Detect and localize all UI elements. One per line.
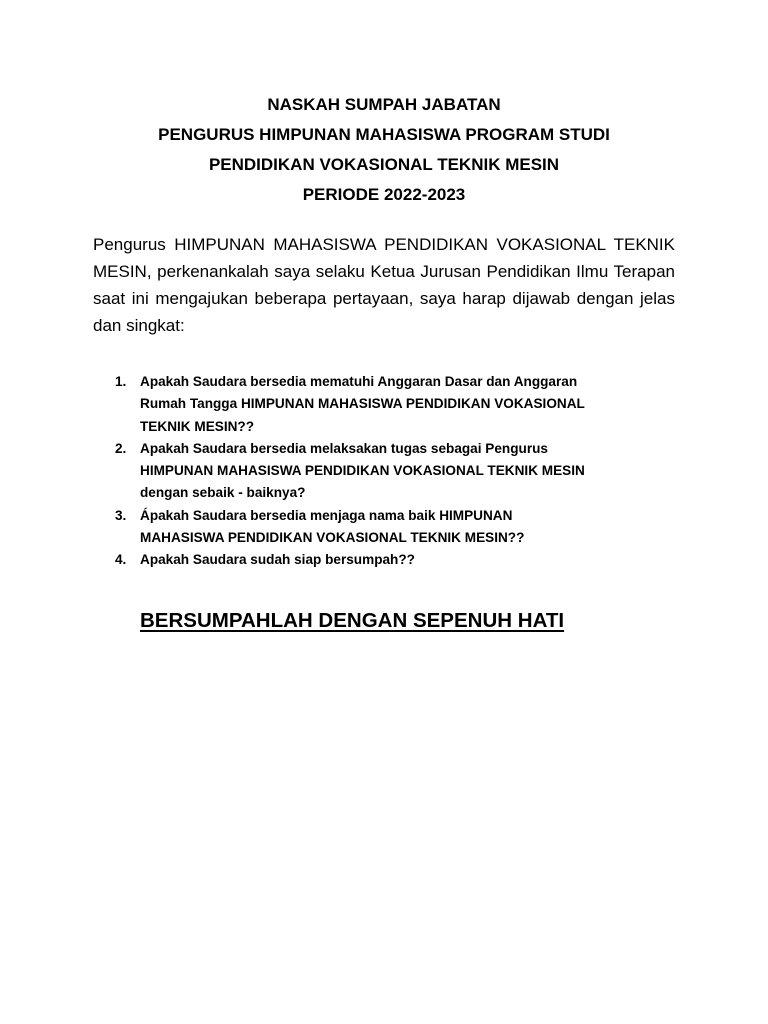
question-number: 4. — [115, 552, 127, 568]
question-line: TEKNIK MESIN?? — [140, 418, 255, 434]
question-line: Apakah Saudara bersedia melaksakan tugas sebagai Pengurus — [140, 440, 548, 456]
question-line: HIMPUNAN MAHASISWA PENDIDIKAN VOKASIONAL TEKNIK MESIN — [140, 463, 585, 479]
question-item — [105, 505, 685, 550]
question-line: Apakah Saudara bersedia mematuhi Anggaran Dasar dan Anggaran — [140, 374, 578, 389]
question-line: Ápakah Saudara bersedia menjaga nama baik HIMPUNAN — [140, 507, 513, 523]
question-number: 3. — [115, 507, 127, 523]
intro-paragraph: Pengurus HIMPUNAN MAHASISWA PENDIDIKAN VOKASIONAL TEKNIK MESIN, perkenankalah saya selaku Ketua Jurusan Pendidikan Ilmu Terapan saat ini mengajukan beberapa pertayaan, saya harap dijawab dengan jelas dan singkat: — [93, 235, 675, 335]
question-number: 1. — [115, 374, 127, 389]
question-line: Apakah Saudara sudah siap bersumpah?? — [140, 552, 415, 568]
question-item — [105, 549, 685, 571]
question-item — [105, 371, 685, 438]
closing-statement: BERSUMPAHLAH DENGAN SEPENUH HATI — [140, 609, 565, 632]
question-item — [105, 438, 685, 505]
question-number: 2. — [115, 440, 127, 456]
question-line: Rumah Tangga HIMPUNAN MAHASISWA PENDIDIKAN VOKASIONAL — [140, 396, 585, 412]
question-line: dengan sebaik - baiknya? — [140, 485, 306, 501]
question-line: MAHASISWA PENDIDIKAN VOKASIONAL TEKNIK MESIN?? — [140, 530, 525, 546]
title-line: PENGURUS HIMPUNAN MAHASISWA PROGRAM STUDI — [158, 125, 610, 144]
document-title — [60, 90, 708, 210]
question-list — [105, 371, 685, 572]
title-line: PERIODE 2022-2023 — [302, 185, 466, 204]
title-line: NASKAH SUMPAH JABATAN — [267, 95, 501, 114]
title-line: PENDIDIKAN VOKASIONAL TEKNIK MESIN — [208, 155, 560, 174]
